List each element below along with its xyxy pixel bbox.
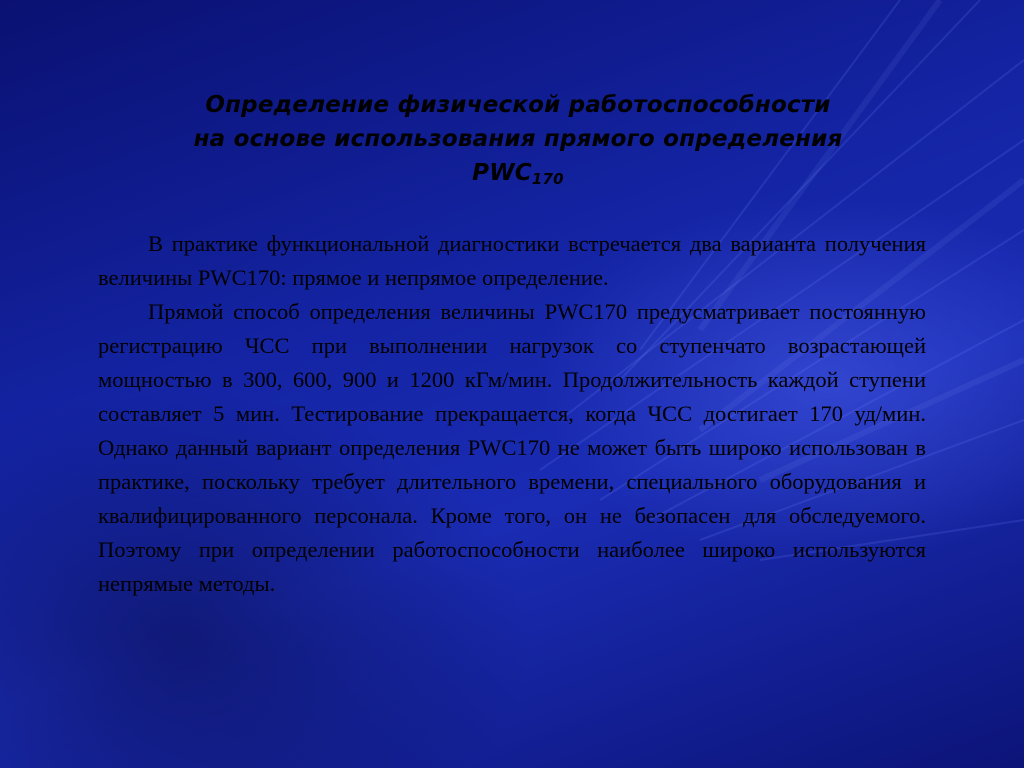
paragraph-2: Прямой способ определения величины PWC170 предусматривает постоянную регистрацию ЧСС при выполнении нагрузок со ступенчато возрастающей мощностью в 300, 600, 900 и 1200 кГм/мин. Продолжительность каждой ступени составляет 5 мин. Тестирование прекращается, когда ЧСС достигает 170 уд/мин. Однако данный вариант определения PWC170 не может быть широко использован в практике, поскольку требует длительного времени, специального оборудования и квалифицированного персонала. Кроме того, он не безопасен для обследуемого. Поэтому при определении работоспособности наиболее широко используются непрямые методы. (98, 299, 926, 596)
slide-title (100, 88, 936, 192)
title-pwc-subscript: 170 (531, 170, 564, 188)
title-line-3 (100, 156, 936, 192)
title-pwc: PWC (472, 160, 532, 186)
paragraph-1: В практике функциональной диагностики встречается два варианта получения величины PWC170: прямое и непрямое определение. (98, 231, 926, 290)
body-text (98, 227, 926, 601)
title-line-1: Определение физической работоспособности (205, 92, 831, 118)
title-line-2: на основе использования прямого определения (193, 126, 843, 152)
